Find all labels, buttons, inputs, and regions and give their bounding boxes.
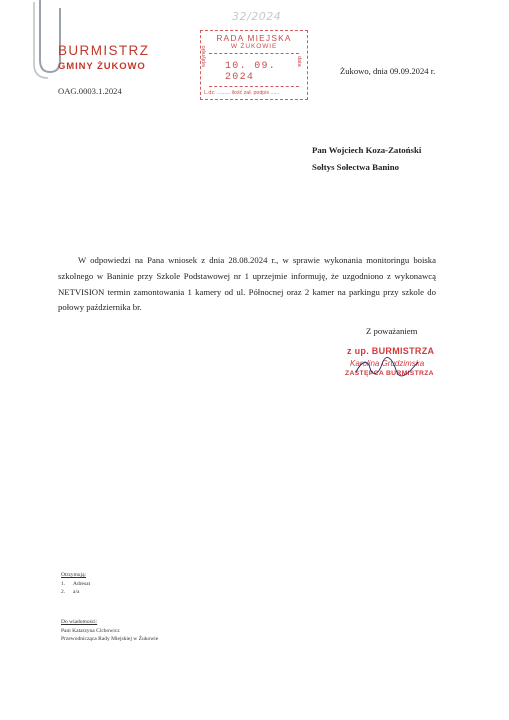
list-item: 2. a/a <box>61 589 80 595</box>
list-item: 1. Adresat <box>61 580 91 587</box>
recipients-heading: Otrzymują: <box>61 572 87 578</box>
recipients-block <box>61 571 90 597</box>
letterhead-subtitle: GMINY ŻUKOWO <box>58 60 146 72</box>
handwritten-registration: 32/2024 <box>232 10 282 23</box>
stamp-right-label: data <box>296 56 302 67</box>
place-and-date: Żukowo, dnia 09.09.2024 r. <box>340 66 436 76</box>
cc-line: Pani Katarzyna Cichowicz <box>61 627 120 634</box>
signature-authority: z up. BURMISTRZA <box>347 346 435 356</box>
letterhead-title: BURMISTRZ <box>58 43 150 58</box>
cc-block <box>61 618 158 644</box>
addressee-name: Pan Wojciech Koza-Zatoński <box>312 145 422 155</box>
stamp-divider <box>209 53 299 54</box>
addressee-title: Sołtys Sołectwa Banino <box>312 162 400 172</box>
stamp-date: 10. 09. 2024 <box>225 61 277 83</box>
signature-name: Karolina Grudzimska <box>350 359 425 368</box>
letterhead <box>58 44 149 71</box>
addressee-block <box>312 142 421 176</box>
signature-stamp <box>332 346 472 392</box>
body-paragraph: W odpowiedzi na Pana wniosek z dnia 28.08.2024 r., w sprawie wykonania monitoringu boiska szkolnego w Baninie przy Szkole Podstawowej nr 1 uprzejmie informuję, że uzgodniono z wykonawcą NETVISION termin zamontowania 1 kamery od ul. Północnej oraz 2 kamer na parkingu przy szkole do połowy października br. <box>58 255 436 313</box>
cc-heading: Do wiadomości: <box>61 619 98 625</box>
stamp-title: RADA MIEJSKA <box>216 33 292 43</box>
reference-number: OAG.0003.1.2024 <box>58 86 122 96</box>
stamp-left-label: wpłynęło <box>201 45 207 67</box>
received-stamp <box>200 30 308 100</box>
stamp-divider <box>209 86 299 87</box>
stamp-bottom-line: L.dz. ......... ilość zał. podpis ...... <box>204 90 280 96</box>
stamp-subtitle: W ŻUKOWIE <box>230 43 278 50</box>
closing: Z poważaniem <box>366 326 418 336</box>
handwritten-signature <box>350 356 425 378</box>
letter-body <box>58 253 436 316</box>
signature-role: ZASTĘPCA BURMISTRZA <box>345 370 434 377</box>
cc-line: Przewodnicząca Rady Miejskiej w Żukowie <box>61 636 159 642</box>
